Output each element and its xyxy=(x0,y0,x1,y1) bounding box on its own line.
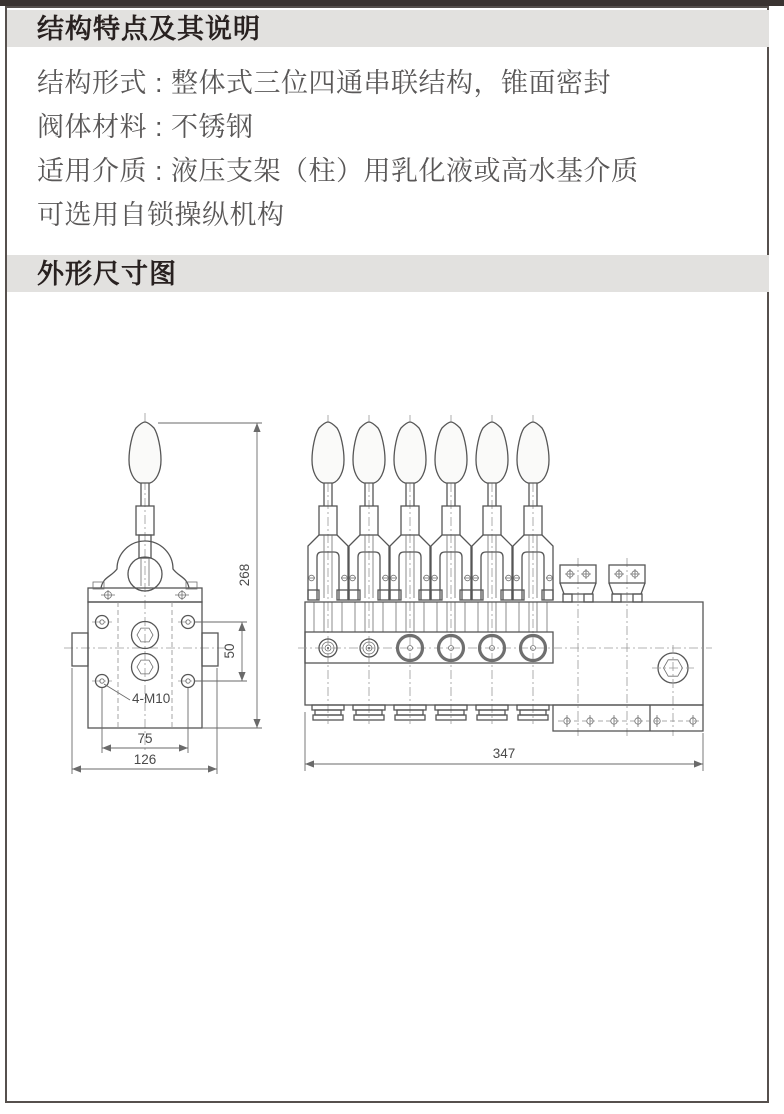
feature-line: 结构形式 : 整体式三位四通串联结构，锥面密封 xyxy=(37,68,612,98)
front-view-dimensions xyxy=(72,423,262,774)
dim-126: 126 xyxy=(133,752,157,767)
dim-75: 75 xyxy=(137,731,153,746)
dim-268: 268 xyxy=(237,563,252,587)
dim-347: 347 xyxy=(492,746,516,761)
side-view xyxy=(298,415,712,736)
feature-line: 可选用自锁操纵机构 xyxy=(37,200,285,230)
dim-4-M10: 4-M10 xyxy=(132,691,171,706)
feature-line: 阀体材料 : 不锈钢 xyxy=(37,112,254,142)
section-title: 外形尺寸图 xyxy=(37,259,177,289)
dim-50: 50 xyxy=(222,643,237,659)
side-view-dimensions xyxy=(305,712,703,771)
section-title: 结构特点及其说明 xyxy=(37,14,261,44)
feature-line: 适用介质 : 液压支架（柱）用乳化液或高水基介质 xyxy=(37,156,639,186)
